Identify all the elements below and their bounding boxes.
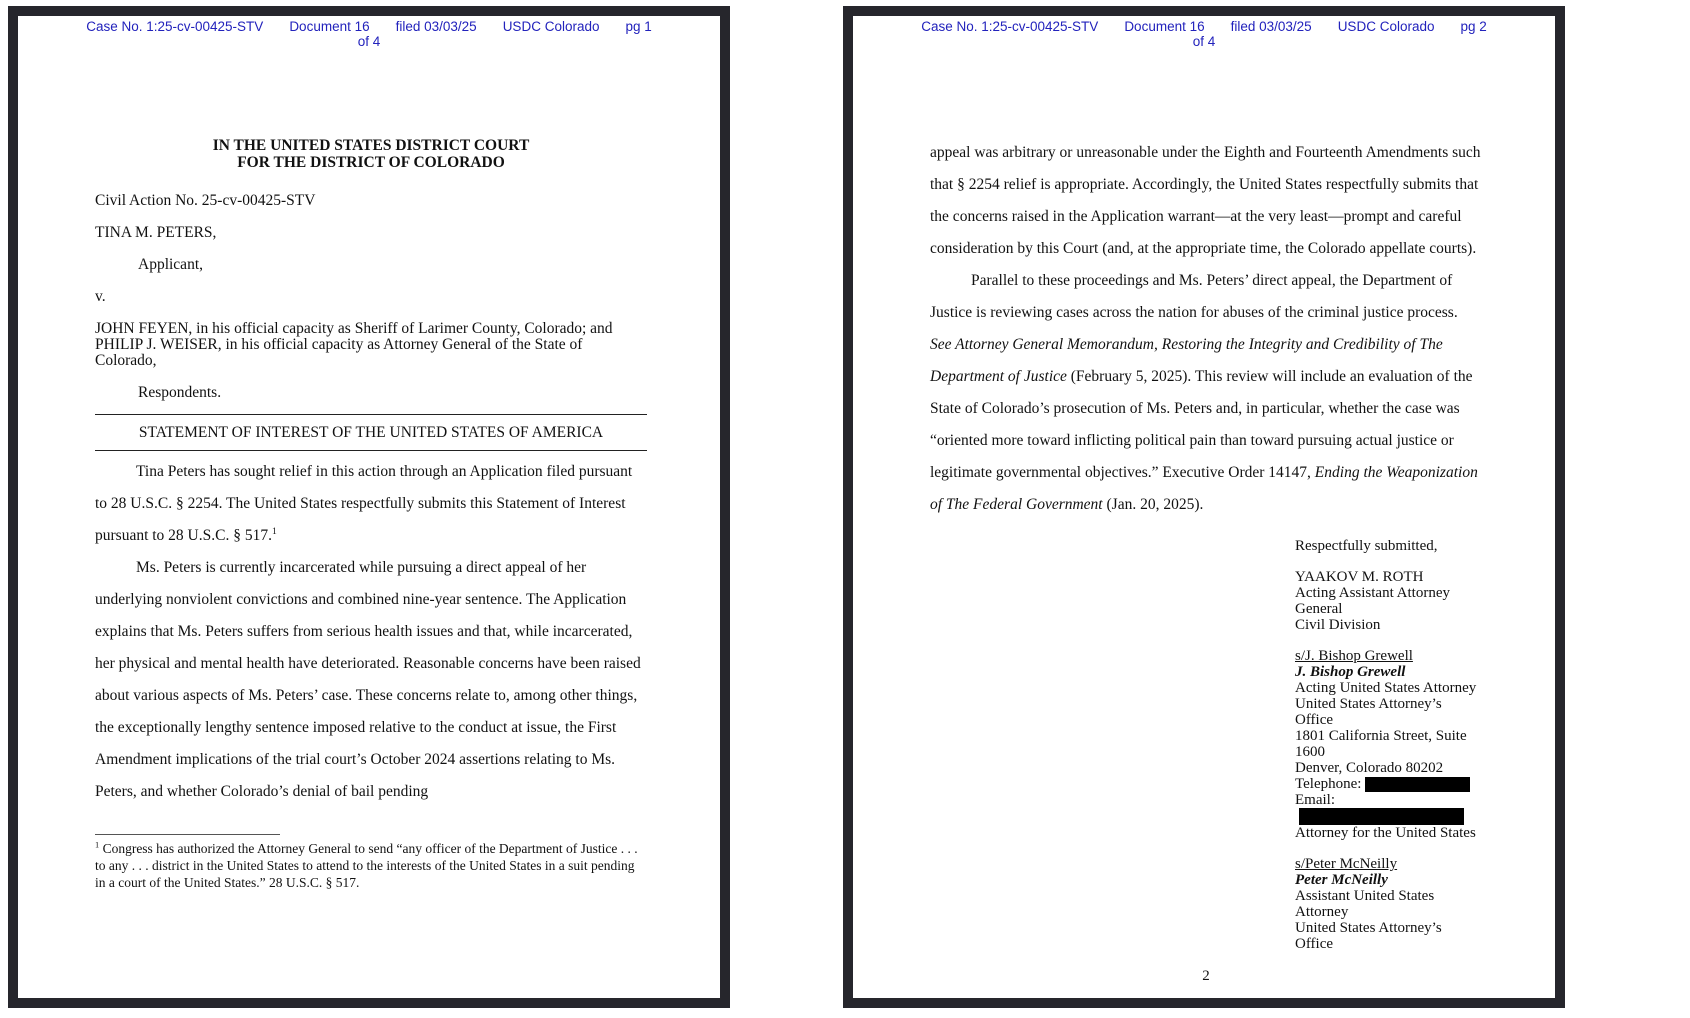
stamp-filed-date: filed 03/03/25 xyxy=(395,19,477,34)
court-title xyxy=(95,137,647,171)
footnote-separator xyxy=(95,834,280,835)
stamp-court-name: USDC Colorado xyxy=(1337,19,1435,34)
stamp-document-number: Document 16 xyxy=(1124,19,1205,34)
citation-executive-order-title: Ending the Weaponization of The Federal Government xyxy=(930,464,1478,513)
footnote-1 xyxy=(95,840,647,891)
grewell-name: J. Bishop Grewell xyxy=(1295,664,1406,680)
footnote-marker: 1 xyxy=(95,840,100,850)
respectfully-submitted: Respectfully submitted, xyxy=(1295,538,1438,554)
mcneilly-title: Assistant United States Attorney xyxy=(1295,888,1435,921)
citation-attorney-general-memorandum: See Attorney General Memorandum, Restoring the Integrity and Credibility of The Department of Justice xyxy=(930,336,1443,385)
stamp-filed-date: filed 03/03/25 xyxy=(1230,19,1312,34)
versus-label: v. xyxy=(95,288,106,305)
civil-action-number: Civil Action No. 25-cv-00425-STV xyxy=(95,192,316,209)
document-page-1 xyxy=(8,6,730,1008)
attorney-for-united-states: Attorney for the United States xyxy=(1295,825,1476,842)
grewell-address-street: 1801 California Street, Suite 1600 xyxy=(1295,728,1467,760)
respondents-label: Respondents. xyxy=(138,384,222,401)
stamp-page-indicator: pg 2 xyxy=(1460,19,1487,34)
stamp-court-name: USDC Colorado xyxy=(502,19,600,34)
grewell-address-city: Denver, Colorado 80202 xyxy=(1295,760,1444,776)
footnote-reference: 1 xyxy=(271,525,277,537)
page1-paragraph-1-text: Tina Peters has sought relief in this action through an Application filed pursuant to 28 U.S.C. § 2254. The United States respectfully submits this Statement of Interest pursuant to 28 U.S.C. § 517. xyxy=(95,463,633,544)
roth-division: Civil Division xyxy=(1295,617,1381,633)
document-page-2 xyxy=(843,6,1565,1008)
stamp-document-number: Document 16 xyxy=(289,19,370,34)
email-line xyxy=(1295,792,1482,825)
mcneilly-name: Peter McNeilly xyxy=(1295,872,1388,889)
page2-paragraph-1: appeal was arbitrary or unreasonable under the Eighth and Fourteenth Amendments such that § 2254 relief is appropriate. Accordingly, the United States respectfully submits that the concerns raised in the Application warrant—at the very least—prompt and careful consideration by this Court (and, at the appropriate time, the Colorado appellate courts). xyxy=(930,144,1481,257)
case-stamp-header-page2 xyxy=(853,19,1555,49)
page2-paragraph-2-seg2: (February 5, 2025). This review will include an evaluation of the State of Colorado’s prosecution of Ms. Peters and, in particular, whether the case was “oriented more toward inflicting political pain than toward pursuing actual justice or legitimate governmental objectives.” Executive Order 14147, xyxy=(930,368,1473,481)
signature-block xyxy=(1295,538,1482,952)
grewell-signature-line: s/J. Bishop Grewell xyxy=(1295,648,1413,664)
email-label: Email: xyxy=(1295,792,1335,809)
redaction-bar-telephone xyxy=(1365,777,1470,792)
stamp-case-number: Case No. 1:25-cv-00425-STV xyxy=(921,19,1099,34)
roth-title: Acting Assistant Attorney General xyxy=(1295,585,1450,617)
respondent-2: PHILIP J. WEISER, in his official capacity as Attorney General of the State of Colorado, xyxy=(95,336,583,369)
separator-rule-top xyxy=(95,414,647,415)
page1-paragraph-1 xyxy=(95,456,647,552)
mcneilly-signature-line: s/Peter McNeilly xyxy=(1295,856,1398,873)
applicant-name: TINA M. PETERS, xyxy=(95,224,217,241)
footnote-text: Congress has authorized the Attorney General to send “any officer of the Department of Justice . . . to any . . . district in the United States to attend to the interests of the United States in a suit pending in a court of the United States.” 28 U.S.C. § 517. xyxy=(95,841,638,890)
statement-title: STATEMENT OF INTEREST OF THE UNITED STATES OF AMERICA xyxy=(138,424,604,441)
separator-rule-bottom xyxy=(95,450,647,451)
stamp-case-number: Case No. 1:25-cv-00425-STV xyxy=(86,19,264,34)
applicant-label: Applicant, xyxy=(138,256,203,273)
court-title-line1: IN THE UNITED STATES DISTRICT COURT xyxy=(212,137,530,154)
page1-paragraph-2: Ms. Peters is currently incarcerated while pursuing a direct appeal of her underlying nonviolent convictions and combined nine-year sentence. The Application explains that Ms. Peters suffers from serious health issues and that, while incarcerated, her physical and mental health have deteriorated. Reasonable concerns have been raised about various aspects of Ms. Peters’ case. These concerns relate to, among other things, the exceptionally lengthy sentence imposed relative to the conduct at issue, the First Amendment implications of the trial court’s October 2024 assertions relating to Ms. Peters, and whether Colorado’s denial of bail pending xyxy=(95,559,641,800)
telephone-label: Telephone: xyxy=(1295,776,1362,792)
stamp-page-indicator: pg 1 xyxy=(625,19,652,34)
page2-paragraph-2 xyxy=(930,265,1482,521)
stamp-of-total: of 4 xyxy=(357,34,381,49)
grewell-office: United States Attorney’s Office xyxy=(1295,696,1442,728)
stamp-of-total: of 4 xyxy=(1192,34,1216,49)
court-title-line2: FOR THE DISTRICT OF COLORADO xyxy=(237,154,505,171)
roth-name: YAAKOV M. ROTH xyxy=(1295,569,1424,585)
case-stamp-header-page1 xyxy=(18,19,720,49)
respondent-1: JOHN FEYEN, in his official capacity as Sheriff of Larimer County, Colorado; and xyxy=(95,320,613,337)
page2-paragraph-2-seg4: (Jan. 20, 2025). xyxy=(1102,496,1204,513)
mcneilly-office: United States Attorney’s Office xyxy=(1295,920,1442,953)
telephone-line xyxy=(1295,776,1482,792)
page2-paragraph-2-seg0: Parallel to these proceedings and Ms. Peters’ direct appeal, the Department of Justice is reviewing cases across the nation for abuses of the criminal justice process. xyxy=(930,272,1458,321)
page-number: 2 xyxy=(1202,968,1210,985)
redaction-bar-email xyxy=(1299,808,1464,825)
grewell-title: Acting United States Attorney xyxy=(1295,680,1477,696)
